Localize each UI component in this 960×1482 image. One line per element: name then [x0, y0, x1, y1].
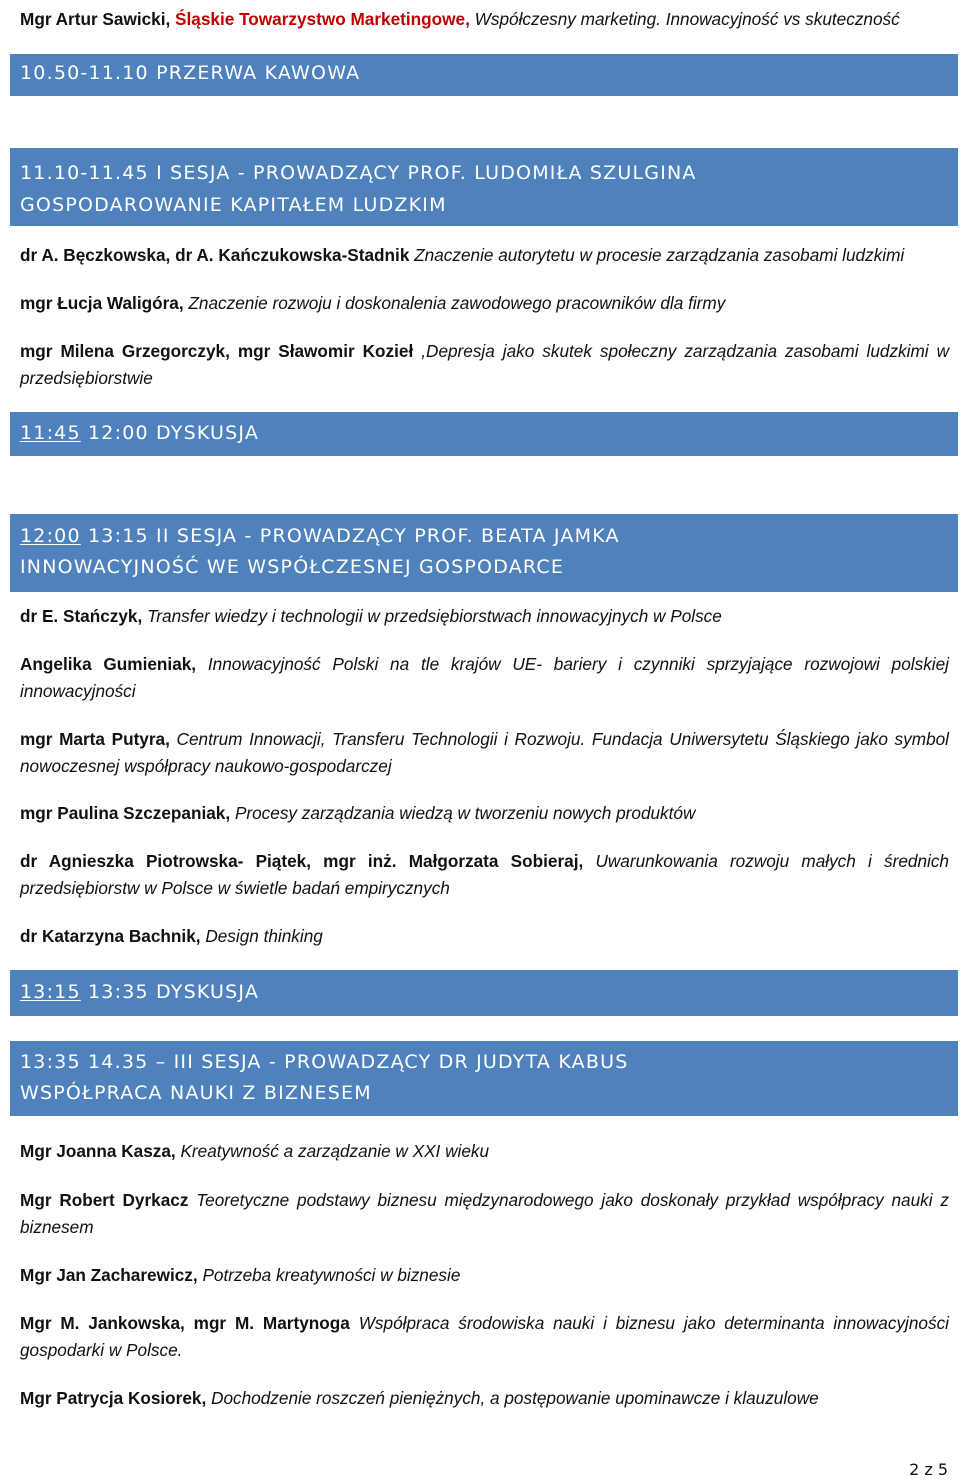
entry-authors: Mgr Jan Zacharewicz,	[20, 1265, 198, 1285]
entry-title: Kreatywność a zarządzanie w XXI wieku	[180, 1141, 490, 1161]
session2-entry-1	[20, 603, 949, 630]
header-author: Mgr Artur Sawicki,	[20, 9, 171, 29]
session2-entry-2	[20, 651, 949, 705]
session1-heading: 11.10-11.45 I SESJA - PROWADZĄCY PROF. LUDOMIŁA SZULGINA	[20, 162, 697, 184]
discussion1-start: 11:45	[20, 422, 81, 444]
header-org: Śląskie Towarzystwo Marketingowe,	[175, 9, 470, 29]
entry-authors: Angelika Gumieniak,	[20, 654, 197, 674]
entry-title: Teoretyczne podstawy biznesu międzynarodowego jako doskonały przykład współpracy nauki z biznesem	[20, 1190, 949, 1237]
entry-authors: dr E. Stańczyk,	[20, 606, 143, 626]
session2-entry-4	[20, 800, 949, 827]
session3-band	[10, 1041, 958, 1116]
session2-topic: INNOWACYJNOŚĆ WE WSPÓŁCZESNEJ GOSPODARCE	[20, 556, 565, 578]
entry-authors: Mgr Joanna Kasza,	[20, 1141, 176, 1161]
discussion1-rest: 12:00 DYSKUSJA	[88, 422, 260, 444]
entry-authors: mgr Milena Grzegorczyk, mgr Sławomir Kozieł	[20, 341, 414, 361]
entry-title: ,Depresja jako skutek społeczny zarządzania zasobami ludzkimi w przedsiębiorstwie	[20, 341, 949, 388]
discussion2-band	[10, 970, 958, 1016]
entry-authors: dr Agnieszka Piotrowska- Piątek, mgr inż. Małgorzata Sobieraj,	[20, 851, 584, 871]
session1-entry-1	[20, 242, 949, 269]
entry-authors: Mgr Robert Dyrkacz	[20, 1190, 189, 1210]
discussion2-label	[20, 981, 259, 1003]
page-number: 2 z 5	[909, 1460, 948, 1479]
session2-entry-3	[20, 726, 949, 780]
entry-title: Uwarunkowania rozwoju małych i średnich przedsiębiorstw w Polsce w świetle badań empirycznych	[20, 851, 949, 898]
entry-title: Znaczenie rozwoju i doskonalenia zawodowego pracowników dla firmy	[188, 293, 726, 313]
session3-entry-4	[20, 1310, 949, 1364]
entry-title: Współpraca środowiska nauki i biznesu jako determinanta innowacyjności gospodarki w Polsce.	[20, 1313, 949, 1360]
discussion2-start: 13:15	[20, 981, 81, 1003]
coffee-break-label: 10.50-11.10 PRZERWA KAWOWA	[20, 62, 361, 84]
session3-start: 13:35	[20, 1051, 81, 1073]
entry-authors: dr A. Bęczkowska, dr A. Kańczukowska-Stadnik	[20, 245, 410, 265]
session1-entry-3	[20, 338, 949, 392]
session3-entry-1	[20, 1138, 949, 1165]
session1-topic: GOSPODAROWANIE KAPITAŁEM LUDZKIM	[20, 194, 447, 216]
session2-start: 12:00	[20, 525, 81, 547]
entry-authors: Mgr Patrycja Kosiorek,	[20, 1388, 207, 1408]
coffee-break-band	[10, 54, 958, 96]
session3-heading-rest: 14.35 – III SESJA - PROWADZĄCY DR JUDYTA KABUS	[88, 1051, 629, 1073]
entry-title: Design thinking	[205, 926, 323, 946]
session1-band	[10, 148, 958, 226]
discussion1-label	[20, 422, 259, 444]
discussion2-rest: 13:35 DYSKUSJA	[88, 981, 260, 1003]
session2-entry-5	[20, 848, 949, 902]
session2-band	[10, 514, 958, 592]
session2-entry-6	[20, 923, 949, 950]
session1-entry-2	[20, 290, 949, 317]
session3-heading	[20, 1051, 629, 1073]
session3-entry-5	[20, 1385, 949, 1412]
entry-title: Znaczenie autorytetu w procesie zarządzania zasobami ludzkimi	[414, 245, 905, 265]
entry-title: Centrum Innowacji, Transferu Technologii i Rozwoju. Fundacja Uniwersytetu Śląskiego jako symbol nowoczesnej współpracy naukowo-gospodarczej	[20, 729, 950, 776]
discussion1-band	[10, 412, 958, 456]
entry-title: Procesy zarządzania wiedzą w tworzeniu nowych produktów	[234, 803, 696, 823]
entry-authors: mgr Marta Putyra,	[20, 729, 170, 749]
entry-authors: dr Katarzyna Bachnik,	[20, 926, 201, 946]
header-line	[20, 7, 900, 31]
session3-entry-3	[20, 1262, 949, 1289]
header-title: Współczesny marketing. Innowacyjność vs skuteczność	[474, 9, 900, 29]
entry-title: Dochodzenie roszczeń pieniężnych, a postępowanie upominawcze i klauzulowe	[211, 1388, 819, 1408]
session2-heading	[20, 525, 620, 547]
entry-title: Innowacyjność Polski na tle krajów UE- bariery i czynniki sprzyjające rozwojowi polskiej innowacyjności	[20, 654, 949, 701]
entry-title: Potrzeba kreatywności w biznesie	[202, 1265, 461, 1285]
entry-authors: mgr Paulina Szczepaniak,	[20, 803, 231, 823]
entry-authors: Mgr M. Jankowska, mgr M. Martynoga	[20, 1313, 350, 1333]
entry-title: Transfer wiedzy i technologii w przedsiębiorstwach innowacyjnych w Polsce	[147, 606, 722, 626]
session3-entry-2	[20, 1187, 949, 1241]
entry-authors: mgr Łucja Waligóra,	[20, 293, 184, 313]
session2-heading-rest: 13:15 II SESJA - PROWADZĄCY PROF. BEATA JAMKA	[88, 525, 620, 547]
session3-topic: WSPÓŁPRACA NAUKI Z BIZNESEM	[20, 1082, 372, 1104]
